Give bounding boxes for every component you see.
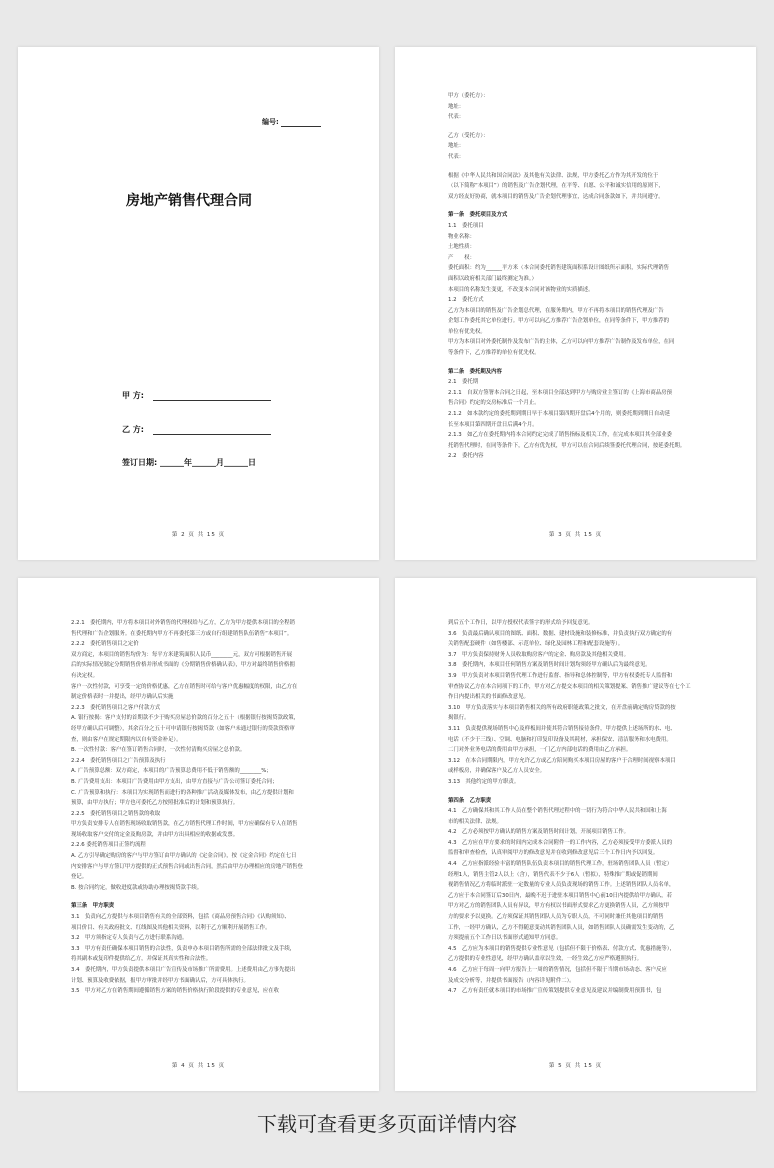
text-line: 制定价格表时一并提出，经甲方确认后实施 <box>71 694 174 701</box>
text-line: 1.1 委托项目 <box>448 222 484 229</box>
text-line: 2.2.5 委托销售项目之销售款的收取 <box>71 810 161 817</box>
text-line: 作日内提出相关的书面修改意见。 <box>448 694 529 701</box>
text-line: 2.1.3 如乙方在委托期内将本合同约定完成了销售指标及相关工作，在完成本项目其全部业委 <box>448 432 672 439</box>
text-line: 有决定权。 <box>71 672 98 679</box>
text-line: 1.2 委托方式 <box>448 297 484 304</box>
contract-page-4 <box>18 578 379 1091</box>
text-line: B. 广告费用支出：本项目广告费用由甲方支出，由甲方直接与广告公司签订委托合同； <box>71 778 278 785</box>
text-line: 代表： <box>448 114 465 121</box>
text-line: 4.3 乙方应在甲方要求的时间内完成本合同附件一的工作内容，乙方必须接受甲方委派人员的 <box>448 839 673 846</box>
text-line: 4.6 乙方应于每周一向甲方报告上一周的销售情况，包括但不限于当期市场动态、客户反应 <box>448 967 667 973</box>
text-line: 2.1 委托期 <box>448 379 479 386</box>
section-heading: 第四条 乙方职责 <box>448 797 492 804</box>
text-line: 到后五个工作日，以甲方授权代表签字的形式给予回复意见。 <box>448 620 594 626</box>
contract-number-field <box>262 117 321 127</box>
text-line: 二门对外业务电话的费用由甲方承担，一门乙方内部电话的费用由乙方承担。 <box>448 747 632 754</box>
text-line: 甲方负责安排专人在销售现场收取销售款，在乙方销售代理工作时间，甲方应确保有专人在销售 <box>71 821 298 828</box>
text-line: 3.8 委托期内，本项目任何销售方案及销售时间计划均须经甲方确认后为最终意见。 <box>448 662 651 669</box>
text-line: 乙方为本项目的销售及广告企划总代理，在服务期内，甲方不再将本项目的销售代理及广告 <box>448 307 664 314</box>
text-line: 本项目的名称发生变更，不改变本合同对该物业的实质描述。 <box>448 286 594 293</box>
text-line: 2.2.4 委托销售项目之广告预算及执行 <box>71 757 166 764</box>
text-line: 3.6 负责最后确认项目的图纸、面积、数据、建材设施和装修标准，并负责执行双方确定的有 <box>448 630 673 637</box>
text-line: 将其副本或复印件提供给乙方，并保证其真实性和合法性。 <box>71 956 212 963</box>
paragraph-gap <box>448 163 734 171</box>
text-line: 预算，由甲方执行；甲方也可委托乙方按照批准后的计划和预算执行。 <box>71 800 239 807</box>
text-line: 或样板房，并确保客户及乙方人员安全。 <box>448 768 546 775</box>
text-line: 地址： <box>448 103 465 110</box>
contract-title: 房地产销售代理合同 <box>126 193 252 209</box>
text-line: 乙方提供的专业性意见，经甲方确认盖章以生效，一经生效乙方应严格遵照执行。 <box>448 956 643 963</box>
text-line: 方的要求予以更换。乙方须保证其销售团队人员为专职人员，不可同时兼任其他项目的销售 <box>448 914 664 921</box>
text-line: 物业名称： <box>448 233 475 240</box>
text-line: 4.2 乙方必须按甲方确认的销售方案及销售时间计划，开展项目销售工作。 <box>448 829 630 836</box>
text-line: 内安排客户与甲方签订甲方提供的正式预售合同或出售合同，然后由甲方办理相应的房地产销售登 <box>71 863 303 870</box>
text-line: 售代理和广告企划服务。在委托期内甲方不再委托第三方或自行组建销售队伍销售“本项目”。 <box>71 630 293 637</box>
text-line: 企划工作委托其它单位进行。甲方可以向乙方推荐广告企划单位，在同等条件下，甲方推荐的 <box>448 318 670 325</box>
text-line: 乙方（受托方）： <box>448 132 489 139</box>
text-line: 项目价目、有关政府批文、红线图及其他相关资料，以利于乙方顺利开展销售工作。 <box>71 924 271 931</box>
section-heading: 第一条 委托项目及方式 <box>448 212 508 219</box>
text-line: 查，则由客户在规定期限内以自有资金补足）。 <box>71 736 182 743</box>
text-line: B. 一次性付款：客户在签订销售合同时，一次性付清购买房屋之总价款。 <box>71 747 246 754</box>
text-line: 乙方应于本合同签订后30日内，最晚不迟于进驻本项目销售中心前10日内提供给甲方确认，若 <box>448 892 672 899</box>
contract-number-blank <box>281 119 321 127</box>
text-line: 委托面积：约为______平方米（本合同委托销售建筑面积系设计图纸所示面积，实际代理销售 <box>448 265 670 272</box>
contract-number-label: 编号: <box>262 118 279 126</box>
text-line: 计划、预算及收费依据，报甲方审批并经甲方书面确认后，方可具体执行。 <box>71 977 249 984</box>
text-line: 2.1.2 如本款约定的委托期到期日早于本项目第四期开盘后4个月的，则委托期到期日自动延 <box>448 411 670 418</box>
text-line: 3.7 甲方负责保持财务人员收取购房客户的定金、购房款及其他相关费用。 <box>448 651 630 658</box>
text-line: 客户一次性付款，可享受一定的价格优惠，乙方在销售时可给与客户优惠幅度的权限，由乙方在 <box>71 683 298 690</box>
party-b-label: 乙 方: <box>122 425 144 434</box>
text-line: 经理1人，销售主管2人以上（含），销售代表不少于6人（暂拟），特殊推广期或促销期间 <box>448 871 658 878</box>
contract-page-3 <box>395 47 756 560</box>
text-line: 托销售代理时，在同等条件下，乙方有优先权，甲方可以在合同后续签委托代理合同，按延委托期。 <box>448 442 686 449</box>
paragraph-gap <box>448 202 734 210</box>
text-line: 3.2 甲方须指定专人负责与乙方进行联系沟通。 <box>71 935 188 942</box>
paragraph-gap <box>448 359 734 367</box>
text-line: 地址： <box>448 143 465 150</box>
text-line: 及成交分析等，并提供书面报告（内容详见附件二）。 <box>448 977 575 984</box>
page-footer: 第 2 页 共 15 页 <box>171 532 226 538</box>
text-line: 电话（不少于三线）、空调、电脑和打印复印设备及其耗材，承担保安、清洁服务和水电费用。 <box>448 736 672 743</box>
text-line: 监督和审查检查，认真审阅甲方的修改意见并在收到修改意见后三个工作日内予以回复。 <box>448 850 659 857</box>
text-line: A. 银行按揭：客户支付的首期款不少于购买房屋总价款的百分之五十（根据银行按揭贷款政策， <box>71 715 300 722</box>
text-line: 3.4 委托期内，甲方负责提供本项目广告宣传及市场推广所需费用。上述费用由乙方事先提出 <box>71 967 296 973</box>
text-line: 等条件下，乙方推荐的单位有优先权。 <box>448 350 540 357</box>
party-b-blank <box>153 426 271 435</box>
text-line: 双方经友好协商，就本项目的销售及广告企划代理事宜，达成合同条款如下，并共同遵守。 <box>448 193 664 200</box>
section-heading: 第三条 甲方职责 <box>71 903 115 910</box>
text-line: 代表： <box>448 153 465 160</box>
text-line: 土地性质： <box>448 244 475 251</box>
party-b-field <box>122 424 271 435</box>
text-line: 甲方为本项目对外委托制作及发布广告的主体，乙方可以向甲方推荐广告制作及发布单位，在同 <box>448 339 675 346</box>
text-line: 甲方对乙方的销售团队人员有异议，甲方有权以书面形式要求乙方更换销售人员，乙方须按甲 <box>448 903 670 910</box>
text-line: 根据《中华人民共和国合同法》及其他有关法律、法规，甲方委托乙方作为其开发的位于 <box>448 172 659 179</box>
text-line: A. 乙方引导确定购房的客户与甲方签订由甲方确认的《定金合同》，按《定金合同》约定在七日 <box>71 853 297 860</box>
text-line: 工作，一经甲方确认，乙方不得随意变动其销售团队人员，如销售团队人员确需发生变动的，乙 <box>448 924 675 931</box>
text-line: 现场收取客户交付的定金及购房款，并由甲方出具相应的收据或发票。 <box>71 831 239 838</box>
text-line: 甲方（委托方）： <box>448 93 489 99</box>
text-line: （以下简称“本项目”）的销售及广告企划代理，在平等、自愿、公平和诚实信用的原则下， <box>448 183 664 190</box>
page-body <box>71 618 357 997</box>
text-line: 双方商定，本项目的销售均价为：每平方米建筑面积人民币________元，双方可根据销售开展 <box>71 651 293 658</box>
text-line: 3.5 甲方对乙方在销售期间遵循销售方案的销售价格执行阶段提供的专业意见，应在收 <box>71 988 280 995</box>
text-line: 3.11 负责提供现场销售中心及样板间并使其符合销售接待条件，甲方提供上述场所的水、电、 <box>448 725 676 732</box>
text-line: 3.9 甲方负责对本项目销售代理工作进行监督、指导和总体控制等，甲方有权委托专人监督和 <box>448 672 673 679</box>
text-line: 3.12 在本合同期限内，甲方允许乙方或乙方陪同购买本项目房屋的客户于合理时间视察本项目 <box>448 757 676 764</box>
paragraph-gap <box>448 123 734 131</box>
text-line: 市的相关法律、法规。 <box>448 818 502 825</box>
text-line: 3.10 甲方负责落实与本项目销售相关的所有政府职能政策之批文，在开盘前确定购房贷款的按 <box>448 704 676 711</box>
page-footer: 第 4 页 共 15 页 <box>171 1063 226 1069</box>
text-line: 3.3 甲方有责任确保本项目销售的合法性，负责申办本项目销售所需的全部法律批文及手续， <box>71 945 296 952</box>
text-line: B. 按合同约定，做收进度款或协助办理按揭贷款手续。 <box>71 884 203 891</box>
text-line: 4.5 乙方应为本项目的销售提供专业性意见（包括但不限于价格表、付款方式、优惠措施等）， <box>448 945 675 952</box>
paragraph-gap <box>448 788 734 796</box>
text-line: 4.4 乙方应指派经验丰富的销售队伍负责本项目的销售代理工作，驻场销售团队人员（暂定） <box>448 861 673 868</box>
page-body <box>448 618 734 997</box>
text-line: 2.2.1 委托期内，甲方将本项目对外销售的代理权给与乙方，乙方为甲方提供本项目的全程销 <box>71 620 295 626</box>
text-line: 2.2 委托内容 <box>448 453 484 460</box>
page-footer: 第 5 页 共 15 页 <box>548 1063 603 1069</box>
text-line: 4.1 乙方确保其和其工作人员在整个销售代理过程中的一切行为符合中华人民共和国和上海 <box>448 808 667 815</box>
download-caption: 下载可查看更多页面详情内容 <box>257 1112 517 1136</box>
text-line: 视销售情况乙方将临时派驻一定数量的专业人员负责现场的销售工作。上述销售团队人员名单， <box>448 882 675 889</box>
party-a-blank <box>153 392 271 401</box>
sign-date-field: 签订日期: ______年______月______日 <box>122 458 256 467</box>
text-line: 面积以政府相关部门最终测定为准。） <box>448 275 537 282</box>
paragraph-gap <box>71 893 357 901</box>
text-line: 登记。 <box>71 874 88 881</box>
text-line: 方须提前五个工作日以书面形式通知甲方同意。 <box>448 935 562 942</box>
contract-page-5 <box>395 578 756 1091</box>
text-line: 关销售配套硬件（如售楼部、示范单位、绿化及园林工程和配套设施等）。 <box>448 641 624 648</box>
contract-cover-page <box>18 47 379 560</box>
text-line: C. 广告预算和执行：本项目为实现销售而进行的各种推广活动及媒体发布，由乙方提供计划和 <box>71 789 294 796</box>
text-line: 后的实际情况制定分期销售价格并形成书面的《分期销售价格确认表》，甲方对最终销售价格拥 <box>71 662 295 669</box>
text-line: 揭银行。 <box>448 715 470 722</box>
text-line: 售合同》约定的交房标准后一个月止。 <box>448 400 540 407</box>
text-line: 单位有优先权。 <box>448 328 486 335</box>
text-line: 3.1 负责向乙方提供与本项目销售有关的全部资料，包括《商品房预售合同》《认购须知》、 <box>71 914 290 921</box>
text-line: 长至本项目第四期开盘日后满4个月。 <box>448 421 538 428</box>
text-line: 产 权： <box>448 254 475 261</box>
party-a-label: 甲 方: <box>122 391 144 400</box>
text-line: 审查协议乙方在本合同项下的工作，甲方对乙方提交本项目的相关策划提案、销售推广建议等在七个工 <box>448 683 691 690</box>
party-a-field <box>122 390 271 401</box>
text-line: 2.1.1 自双方签署本合同之日起，至本项目全部达到甲方与购房业主签订的《上海市商品房预 <box>448 389 672 396</box>
page-body <box>448 91 734 462</box>
text-line: 2.2.6 委托销售项目正签约流程 <box>71 842 146 849</box>
text-line: 2.2.2 委托销售项目之定价 <box>71 641 139 648</box>
page-footer: 第 3 页 共 15 页 <box>548 532 603 538</box>
section-heading: 第二条 委托期及内容 <box>448 368 502 375</box>
text-line: 3.13 其他约定的甲方职责。 <box>448 778 520 785</box>
text-line: 4.7 乙方有责任就本项目的市场推广宣传策划提供专业意见及建议并编制费用预算书，包 <box>448 988 662 995</box>
text-line: 2.2.3 委托销售项目之客户付款方式 <box>71 704 161 711</box>
text-line: 经甲方确认后可调整），其余百分之五十可申请银行按揭贷款（如客户未通过银行的贷款资格审 <box>71 725 295 732</box>
text-line: A. 广告预算总额：双方商定，本项目的广告预算总费用不低于销售额的________%； <box>71 768 272 775</box>
